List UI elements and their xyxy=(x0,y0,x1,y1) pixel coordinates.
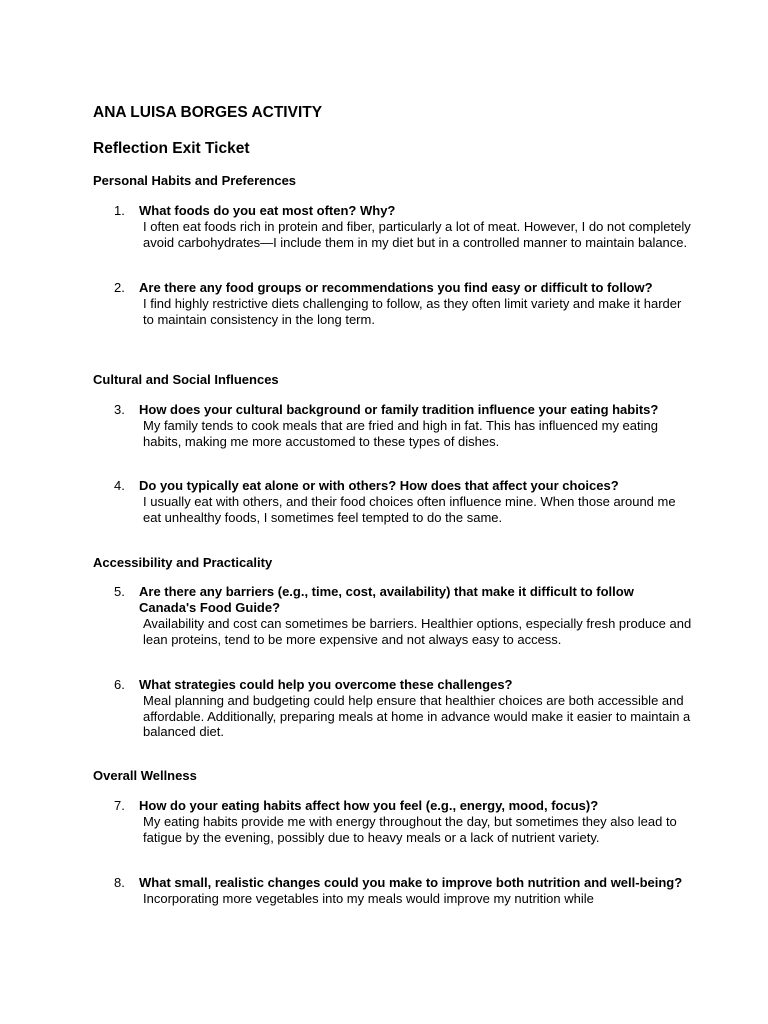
answer-text: Incorporating more vegetables into my meals would improve my nutrition while xyxy=(143,891,594,906)
question-text: What foods do you eat most often? Why? xyxy=(139,203,396,218)
document-title: ANA LUISA BORGES ACTIVITY xyxy=(93,104,323,121)
question-number: 4. xyxy=(114,478,125,493)
question-number: 1. xyxy=(114,203,125,218)
question-text: How do your eating habits affect how you feel (e.g., energy, mood, focus)? xyxy=(139,798,599,813)
question-number: 3. xyxy=(114,402,125,417)
question-text: What strategies could help you overcome these challenges? xyxy=(139,677,513,692)
question-text: Are there any barriers (e.g., time, cost, availability) that make it difficult to follow Canada's Food Guide? xyxy=(139,584,634,615)
section-heading-personal-habits: Personal Habits and Preferences xyxy=(93,173,297,188)
question-number: 2. xyxy=(114,280,125,295)
question-text: Are there any food groups or recommendations you find easy or difficult to follow? xyxy=(139,280,653,295)
answer-text: I usually eat with others, and their food choices often influence mine. When those around me eat unhealthy foods, I sometimes feel tempted to do the same. xyxy=(143,494,676,525)
question-text: What small, realistic changes could you make to improve both nutrition and well-being? xyxy=(139,875,683,890)
question-number: 5. xyxy=(114,584,125,599)
answer-text: I often eat foods rich in protein and fiber, particularly a lot of meat. However, I do not completely avoid carbohydrates—I include them in my diet but in a controlled manner to maintain balance. xyxy=(143,219,691,250)
question-text: How does your cultural background or family tradition influence your eating habits? xyxy=(139,402,659,417)
question-number: 6. xyxy=(114,677,125,692)
section-heading-accessibility: Accessibility and Practicality xyxy=(93,555,273,570)
answer-text: Meal planning and budgeting could help ensure that healthier choices are both accessible and affordable. Additionally, preparing meals at home in advance would make it easier to maintain a balanced diet. xyxy=(143,693,691,739)
answer-text: My family tends to cook meals that are fried and high in fat. This has influenced my eating habits, making me more accustomed to these types of dishes. xyxy=(143,418,658,449)
answer-text: I find highly restrictive diets challenging to follow, as they often limit variety and make it harder to maintain consistency in the long term. xyxy=(143,296,682,327)
section-heading-cultural-social: Cultural and Social Influences xyxy=(93,372,279,387)
question-number: 8. xyxy=(114,875,125,890)
answer-text: My eating habits provide me with energy throughout the day, but sometimes they also lead to fatigue by the evening, possibly due to heavy meals or a lack of nutrient variety. xyxy=(143,814,677,845)
question-text: Do you typically eat alone or with others? How does that affect your choices? xyxy=(139,478,619,493)
section-heading-overall-wellness: Overall Wellness xyxy=(93,768,197,783)
answer-text: Availability and cost can sometimes be barriers. Healthier options, especially fresh produce and lean proteins, tend to be more expensive and not always easy to access. xyxy=(143,616,692,647)
question-number: 7. xyxy=(114,798,125,813)
document-subtitle: Reflection Exit Ticket xyxy=(93,140,250,157)
